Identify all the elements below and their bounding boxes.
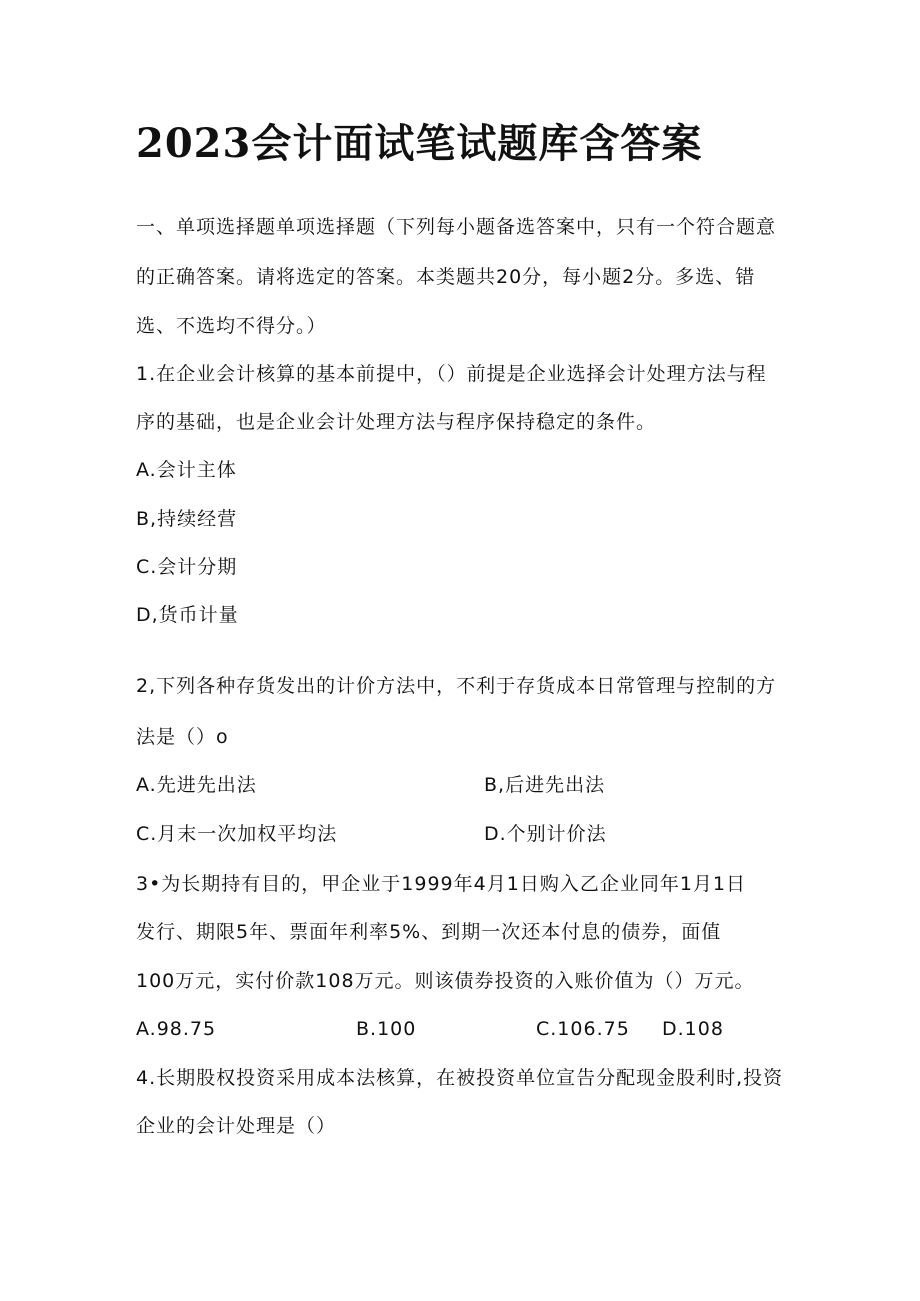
document-title: 2023会计面试笔试题库含答案 — [136, 120, 703, 167]
question-2-option-d: D.个别计价法 — [484, 823, 607, 845]
question-2-option-c: C.月末一次加权平均法 — [136, 823, 338, 845]
section-heading-line-1: 一、单项选择题单项选择题（下列每小题备选答案中，只有一个符合题意 — [136, 216, 777, 238]
question-2-line-1: 2,下列各种存货发出的计价方法中，不利于存货成本日常管理与控制的方 — [136, 675, 777, 697]
question-2-option-a: A.先进先出法 — [136, 774, 257, 796]
question-1-option-b: B,持续经营 — [136, 508, 238, 530]
question-3-option-b: B.100 — [356, 1018, 417, 1040]
section-heading-line-2: 的正确答案。请将选定的答案。本类题共20分，每小题2分。多选、错 — [136, 266, 756, 288]
question-3-line-1: 3•为长期持有目的，甲企业于1999年4月1日购入乙企业同年1月1日 — [136, 873, 747, 895]
question-1-option-c: C.会计分期 — [136, 556, 238, 578]
question-1-line-1: 1.在企业会计核算的基本前提中，（）前提是企业选择会计处理方法与程 — [136, 363, 767, 385]
question-3-line-2: 发行、期限5年、票面年利率5%、到期一次还本付息的债券，面值 — [136, 921, 722, 943]
question-3-line-3: 100万元，实付价款108万元。则该债券投资的入账价值为（）万元。 — [136, 970, 755, 992]
question-4-line-2: 企业的会计处理是（） — [136, 1115, 337, 1137]
question-3-option-c: C.106.75 — [536, 1018, 630, 1040]
question-3-option-d: D.108 — [662, 1018, 724, 1040]
question-1-line-2: 序的基础，也是企业会计处理方法与程序保持稳定的条件。 — [136, 411, 657, 433]
question-1-option-d: D,货币计量 — [136, 604, 239, 626]
question-4-line-1: 4.长期股权投资采用成本法核算，在被投资单位宣告分配现金股利时,投资 — [136, 1067, 784, 1089]
question-1-option-a: A.会计主体 — [136, 459, 237, 481]
question-3-option-a: A.98.75 — [136, 1018, 217, 1040]
question-2-option-b: B,后进先出法 — [484, 774, 606, 796]
question-2-line-2: 法是（）o — [136, 726, 229, 748]
section-heading-line-3: 选、不选均不得分。） — [136, 315, 327, 337]
